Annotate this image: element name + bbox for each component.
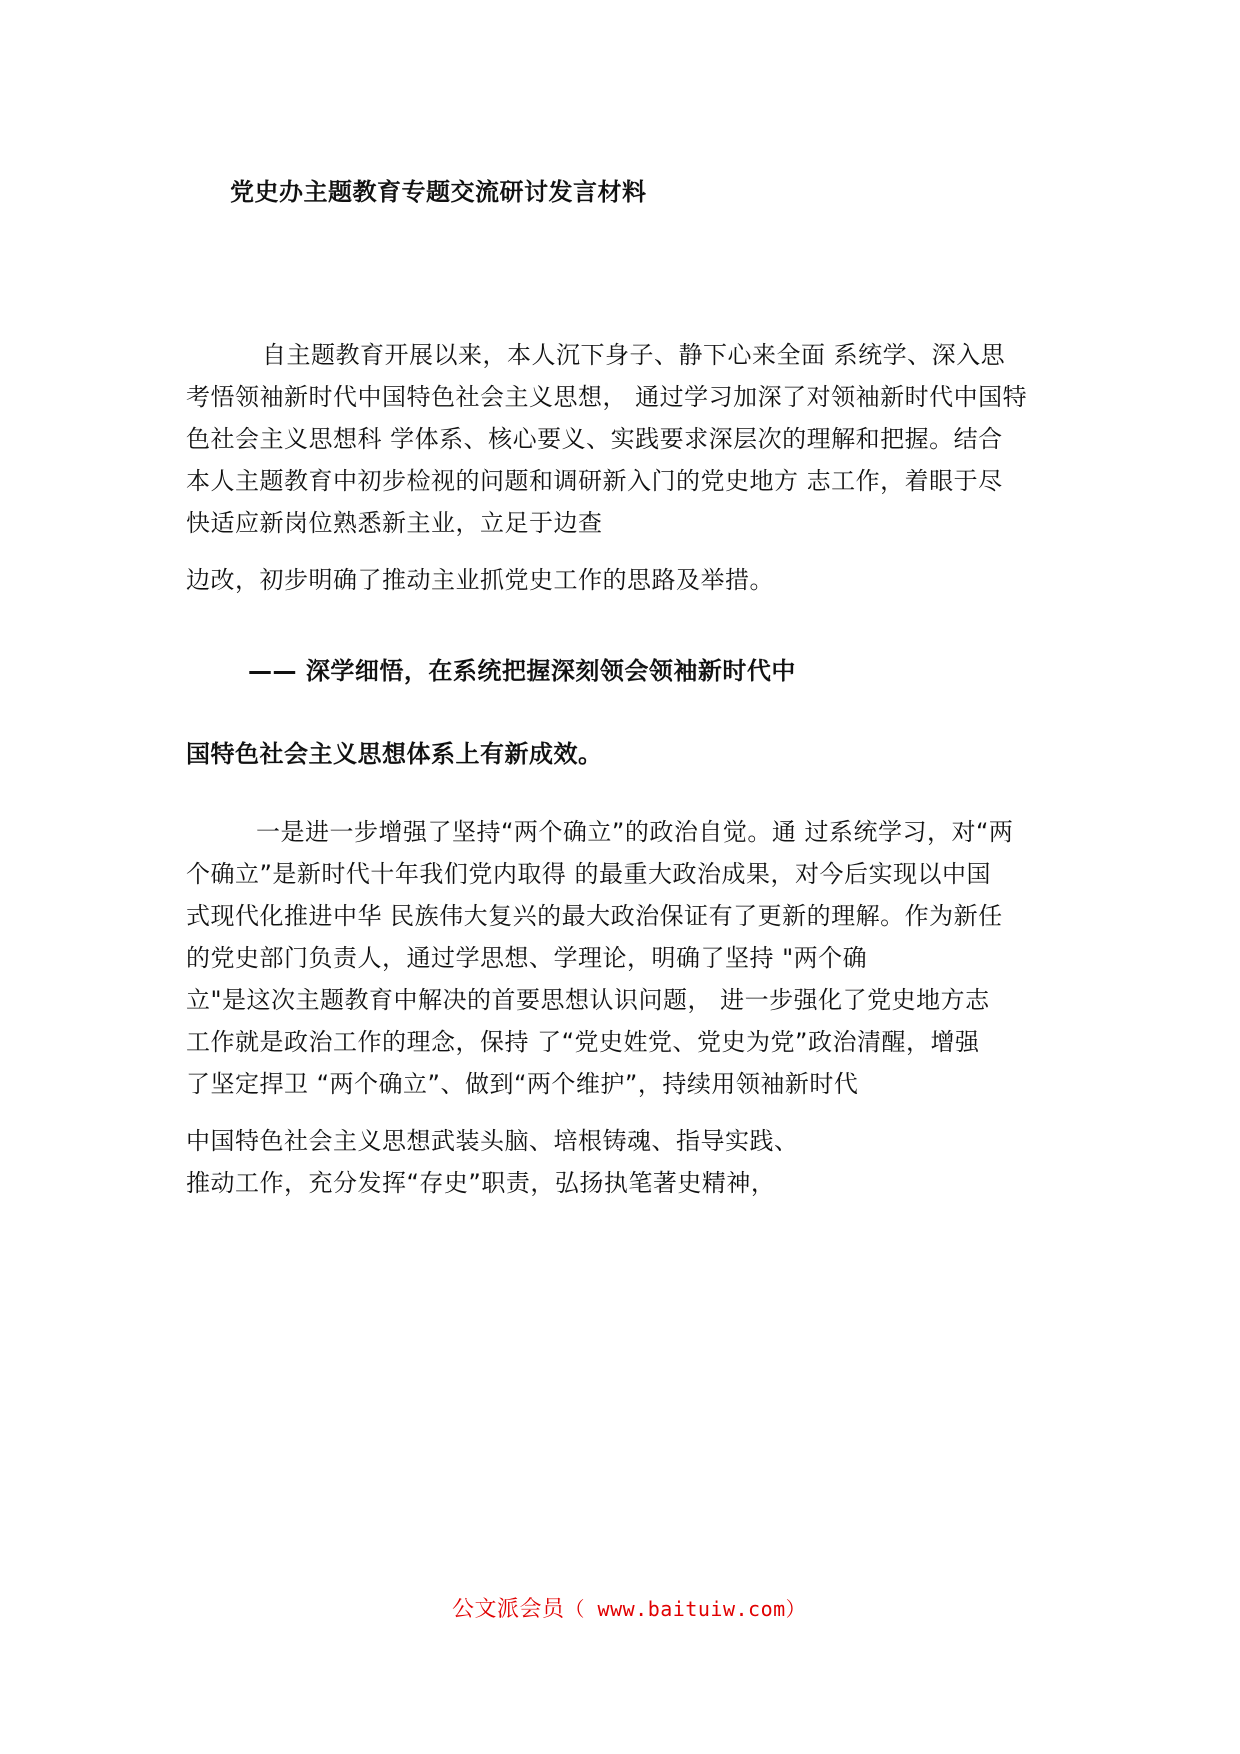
intro-line: 本人主题教育中初步检视的问题和调研新入门的党史地方 志工作，着眼于尽 [186,467,1003,495]
intro-line-continued: 边改，初步明确了推动主业抓党史工作的思路及举措。 [186,566,774,594]
paragraph-line: 工作就是政治工作的理念，保持 了“党史姓党、党史为党”政治清醒，增强 [186,1028,980,1056]
document-title: 党史办主题教育专题交流研讨发言材料 [230,178,647,206]
paragraph-line: 的党史部门负责人，通过学思想、学理论，明确了坚持 "两个确 [186,944,868,972]
section-heading: —— 深学细悟，在系统把握深刻领会领袖新时代中 [248,657,796,685]
paragraph-line: 立"是这次主题教育中解决的首要思想认识问题， 进一步强化了党史地方志 [186,986,990,1014]
section-heading-continued: 国特色社会主义思想体系上有新成效。 [186,740,603,768]
footer-brand: 公文派会员 [452,1597,565,1622]
intro-line: 色社会主义思想科 学体系、核心要义、实践要求深层次的理解和把握。结合 [186,425,1003,453]
paragraph-line: 了坚定捍卫 “两个确立”、做到“两个维护”，持续用领袖新时代 [186,1070,859,1098]
paragraph-line: 个确立”是新时代十年我们党内取得 的最重大政治成果，对今后实现以中国 [186,860,992,888]
paragraph-line-continued: 推动工作，充分发挥“存史”职责，弘扬执笔著史精神， [186,1169,776,1197]
paragraph-line: 一是进一步增强了坚持“两个确立”的政治自觉。通 过系统学习，对“两 [256,818,1014,846]
footer-watermark [452,1592,806,1623]
intro-line: 考悟领袖新时代中国特色社会主义思想， 通过学习加深了对领袖新时代中国特 [186,383,1028,411]
intro-line: 快适应新岗位熟悉新主业，立足于边查 [186,509,603,537]
paragraph-line: 式现代化推进中华 民族伟大复兴的最大政治保证有了更新的理解。作为新任 [186,902,1003,930]
footer-url: （ www.baituiw.com） [564,1597,807,1621]
intro-line: 自主题教育开展以来，本人沉下身子、静下心来全面 系统学、深入思 [262,341,1006,369]
paragraph-line-continued: 中国特色社会主义思想武装头脑、培根铸魂、指导实践、 [186,1127,799,1155]
